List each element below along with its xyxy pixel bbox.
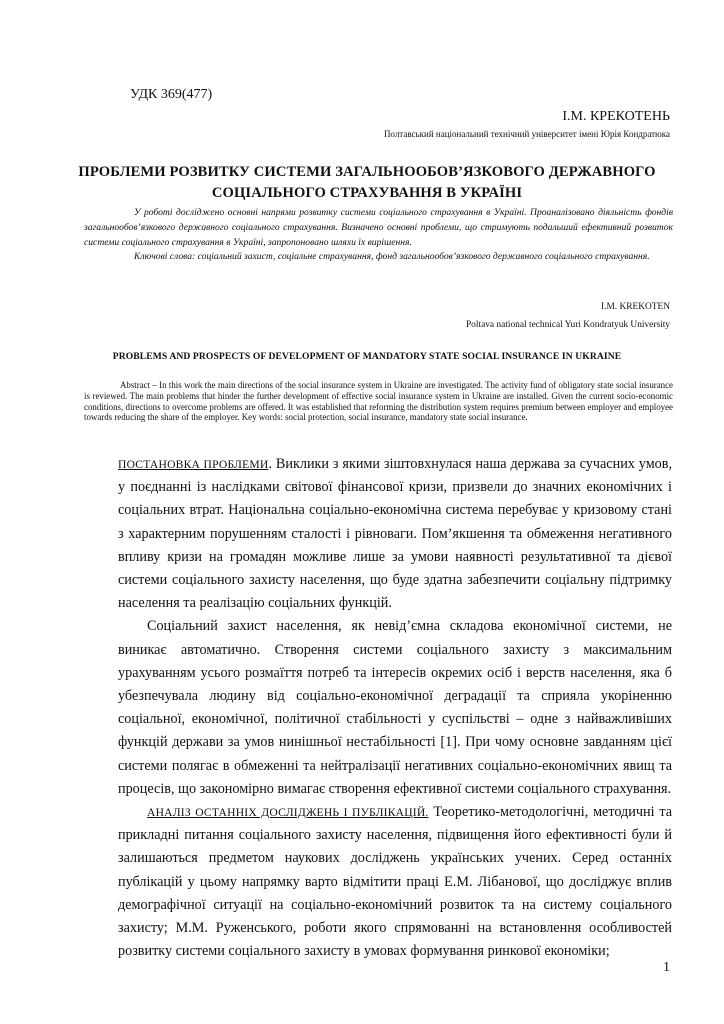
author-name: І.М. КРЕКОТЕНЬ	[562, 109, 670, 124]
keywords-ua: Ключові слова: соціальний захист, соціальне страхування, фонд загальнообов’язкового державного соціального страхування.	[134, 251, 650, 263]
section-heading-analysis: АНАЛІЗ ОСТАННІХ ДОСЛІДЖЕНЬ І ПУБЛІКАЦІЙ.	[147, 806, 429, 820]
author-name-en: I.M. KREKOTEN	[600, 302, 670, 312]
author-affiliation: Полтавський національний технічний університет імені Юрія Кондратюка	[383, 129, 670, 139]
body-text	[118, 453, 672, 963]
section-text-problem: . Виклики з якими зіштовхнулася наша держава за сучасних умов, у поєднанні із наслідками світової фінансової кризи, призвели до значних економічних і соціальних втрат. Національна соціально-економічна система перебуває у кризовому стані з характерним порушенням сталості і рівноваги. Пом’якшення та обмеження негативного впливу кризи на громадян можливе лише за умови наявності результативної та дієвої системи соціального захисту населення, що буде здатна забезпечити соціальну підтримку населення та реалізацію соціальних функцій.	[118, 456, 673, 612]
abstract-ua-text: У роботі досліджено основні напрями розвитку системи соціального страхування в Україні. Проаналізовано діяльність фондів загальнообов’язкового державного соціального страхування. Визначено основні проблеми, що стримують подальший ефективний розвиток системи соціального страхування в Україні, запропоновано шляхи їх вирішення.	[84, 207, 673, 248]
abstract-english	[84, 380, 673, 423]
paragraph-social-protection: Соціальний захист населення, як невід’ємна складова економічної системи, не виникає автоматично. Створення системи соціального захисту з максимальним урахуванням усього розмаїття потреб та інтересів окремих осіб і верств населення, яка б убезпечувала людину від соціально-економічної деградації та сприяла укоріненню соціальної, економічної, політичної стабільності у суспільстві – одне з найважливіших функцій держави за умов нинішньої нестабільності [1]. При чому основне завданням цієї системи полягає в обмеженні та нейтралізації негативних соціально-економічних явищ та процесів, що закономірно вимагає створення ефективної системи соціального страхування.	[118, 618, 672, 797]
abstract-ukrainian	[84, 206, 673, 265]
section-text-analysis: Теоретико-методологічні, методичні та прикладні питання соціального захисту населення, підвищення його ефективності були й залишаються предметом наукових досліджень українських учених. Серед останніх публікацій у цьому напрямку варто відмітити праці Е.М. Лібанової, що досліджує вплив демографічної ситуації на соціально-економічний розвиток та на систему соціального захисту; М.М. Руженського, роботи якого спрямованні на встановлення особливостей розвитку системи соціального захисту в умовах формування ринкової економіки;	[118, 804, 673, 960]
paper-title: ПРОБЛЕМИ РОЗВИТКУ СИСТЕМИ ЗАГАЛЬНООБОВ’ЯЗКОВОГО ДЕРЖАВНОГО СОЦІАЛЬНОГО СТРАХУВАННЯ В УКРАЇНІ	[78, 164, 656, 201]
paragraph-literature-review	[118, 801, 672, 963]
paper-title-en: PROBLEMS AND PROSPECTS OF DEVELOPMENT OF MANDATORY STATE SOCIAL INSURANCE IN UKRAINE	[112, 351, 622, 362]
paragraph-problem-statement	[118, 453, 672, 615]
section-heading-problem: ПОСТАНОВКА ПРОБЛЕМИ	[118, 458, 269, 471]
udk-code: УДК 369(477)	[130, 87, 213, 102]
abstract-en-text: Abstract – In this work the main directions of the social insurance system in Ukraine are investigated. The activity fund of obligatory state social insurance is reviewed. The main problems that hinder the further development of effective social insurance system in Ukraine are installed. Given the current socio-economic conditions, directions to overcome problems are offered. It was established that reforming the distribution system requires premium between employer and employee towards reducing the share of the employer. Key words: social protection, social insurance, mandatory state social insurance.	[84, 380, 673, 423]
page-number: 1	[663, 960, 670, 975]
author-affiliation-en: Poltava national technical Yuri Kondratyuk University	[465, 320, 670, 330]
